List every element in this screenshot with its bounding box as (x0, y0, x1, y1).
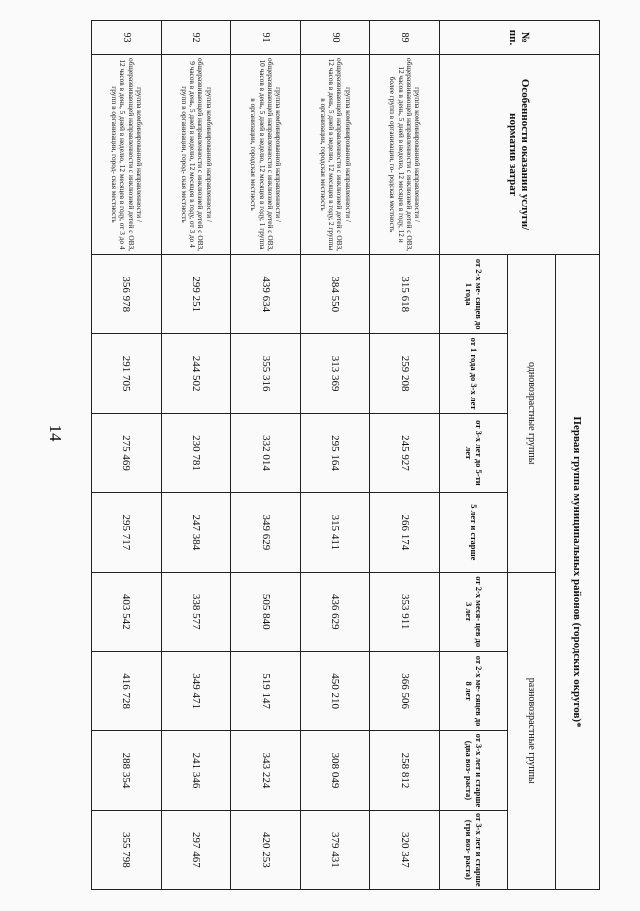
cost-value: 416 728 (92, 651, 162, 730)
cost-value: 230 781 (161, 413, 231, 492)
cost-value: 349 629 (231, 493, 301, 572)
col-description-header: Особенности оказания услуги/норматив затрат (440, 55, 600, 255)
cost-value: 247 384 (161, 493, 231, 572)
row-number: 91 (231, 21, 301, 55)
cost-value: 384 550 (300, 255, 370, 334)
table-row (300, 21, 370, 890)
cost-value: 355 316 (231, 334, 301, 413)
row-description: группа комбинированной направленности / общеразвивающей направленности с инклюзией детей с ОВЗ, 9 часов в день, 5 дней в неделю, 12 месяцев в году, от 3 до 4 групп в организации, город- ская местность (161, 55, 231, 255)
row-description: группа комбинированной направленности / общеразвивающей направленности с инклюзией детей с ОВЗ, 12 часов в день, 5 дней в неделю, 12 месяцев в году, 12 и более групп в организации, го- родская местность (370, 55, 440, 255)
row-number: 90 (300, 21, 370, 55)
subgroup-single-age: одновозрастные группы (508, 255, 556, 573)
cost-value: 353 911 (370, 572, 440, 651)
cost-value: 420 253 (231, 810, 301, 889)
age-column-header: 5 лет и старше (440, 493, 508, 572)
cost-value: 366 506 (370, 651, 440, 730)
rotated-table-container (91, 20, 600, 890)
cost-value: 519 147 (231, 651, 301, 730)
cost-value: 315 618 (370, 255, 440, 334)
cost-value: 295 717 (92, 493, 162, 572)
cost-value: 343 224 (231, 731, 301, 810)
row-description: группа комбинированной направленности / общеразвивающей направленности с инклюзией детей с ОВЗ, 10 часов в день, 5 дней в неделю, 12 месяцев в году, 1 группа в организации, городская местность (231, 55, 301, 255)
col-number-header: № пп. (440, 21, 600, 55)
page-number: 14 (46, 424, 65, 442)
cost-value: 439 634 (231, 255, 301, 334)
cost-value: 291 705 (92, 334, 162, 413)
age-column-header: от 2-х ме- сяцев до 1 года (440, 255, 508, 334)
age-column-header: от 3-х лет и старше (три воз- раста) (440, 810, 508, 889)
age-column-header: от 3-х лет до 5-ти лет (440, 413, 508, 492)
cost-value: 379 431 (300, 810, 370, 889)
cost-value: 244 502 (161, 334, 231, 413)
table-row (370, 21, 440, 890)
table-row (161, 21, 231, 890)
cost-value: 299 251 (161, 255, 231, 334)
cost-value: 356 978 (92, 255, 162, 334)
cost-value: 266 174 (370, 493, 440, 572)
row-number: 89 (370, 21, 440, 55)
row-number: 93 (92, 21, 162, 55)
cost-value: 450 210 (300, 651, 370, 730)
age-column-header: от 2-х меся- цев до 3 лет (440, 572, 508, 651)
age-column-header: от 2-х ме- сяцев до 8 лет (440, 651, 508, 730)
cost-value: 297 467 (161, 810, 231, 889)
cost-value: 258 812 (370, 731, 440, 810)
cost-value: 403 542 (92, 572, 162, 651)
cost-value: 355 798 (92, 810, 162, 889)
cost-value: 332 014 (231, 413, 301, 492)
cost-value: 259 208 (370, 334, 440, 413)
cost-value: 308 049 (300, 731, 370, 810)
group-header: Первая группа муниципальных районов (городских округов)* (556, 255, 600, 890)
cost-value: 315 411 (300, 493, 370, 572)
cost-value: 349 471 (161, 651, 231, 730)
cost-value: 288 354 (92, 731, 162, 810)
age-column-header: от 3-х лет и старше (два воз- раста) (440, 731, 508, 810)
table-row (92, 21, 162, 890)
cost-norms-table (91, 20, 600, 890)
cost-value: 436 629 (300, 572, 370, 651)
subgroup-mixed-age: разновозрастные группы (508, 572, 556, 890)
cost-value: 320 347 (370, 810, 440, 889)
cost-value: 245 927 (370, 413, 440, 492)
cost-value: 313 369 (300, 334, 370, 413)
cost-value: 505 840 (231, 572, 301, 651)
row-description: группа комбинированной направленности / общеразвивающей направленности с инклюзией детей с ОВЗ, 12 часов в день, 5 дней в неделю, 12 месяцев в году, 2 группы в организации, городская местность (300, 55, 370, 255)
row-description: группа комбинированной направленности / общеразвивающей направленности с инклюзией детей с ОВЗ, 12 часов в день, 5 дней в неделю, 12 месяцев в году, от 3 до 4 групп в организации, город- ская местность (92, 55, 162, 255)
cost-value: 295 164 (300, 413, 370, 492)
row-number: 92 (161, 21, 231, 55)
cost-value: 338 577 (161, 572, 231, 651)
cost-value: 275 469 (92, 413, 162, 492)
age-column-header: от 1 года до 3-х лет (440, 334, 508, 413)
cost-value: 241 346 (161, 731, 231, 810)
table-row (231, 21, 301, 890)
